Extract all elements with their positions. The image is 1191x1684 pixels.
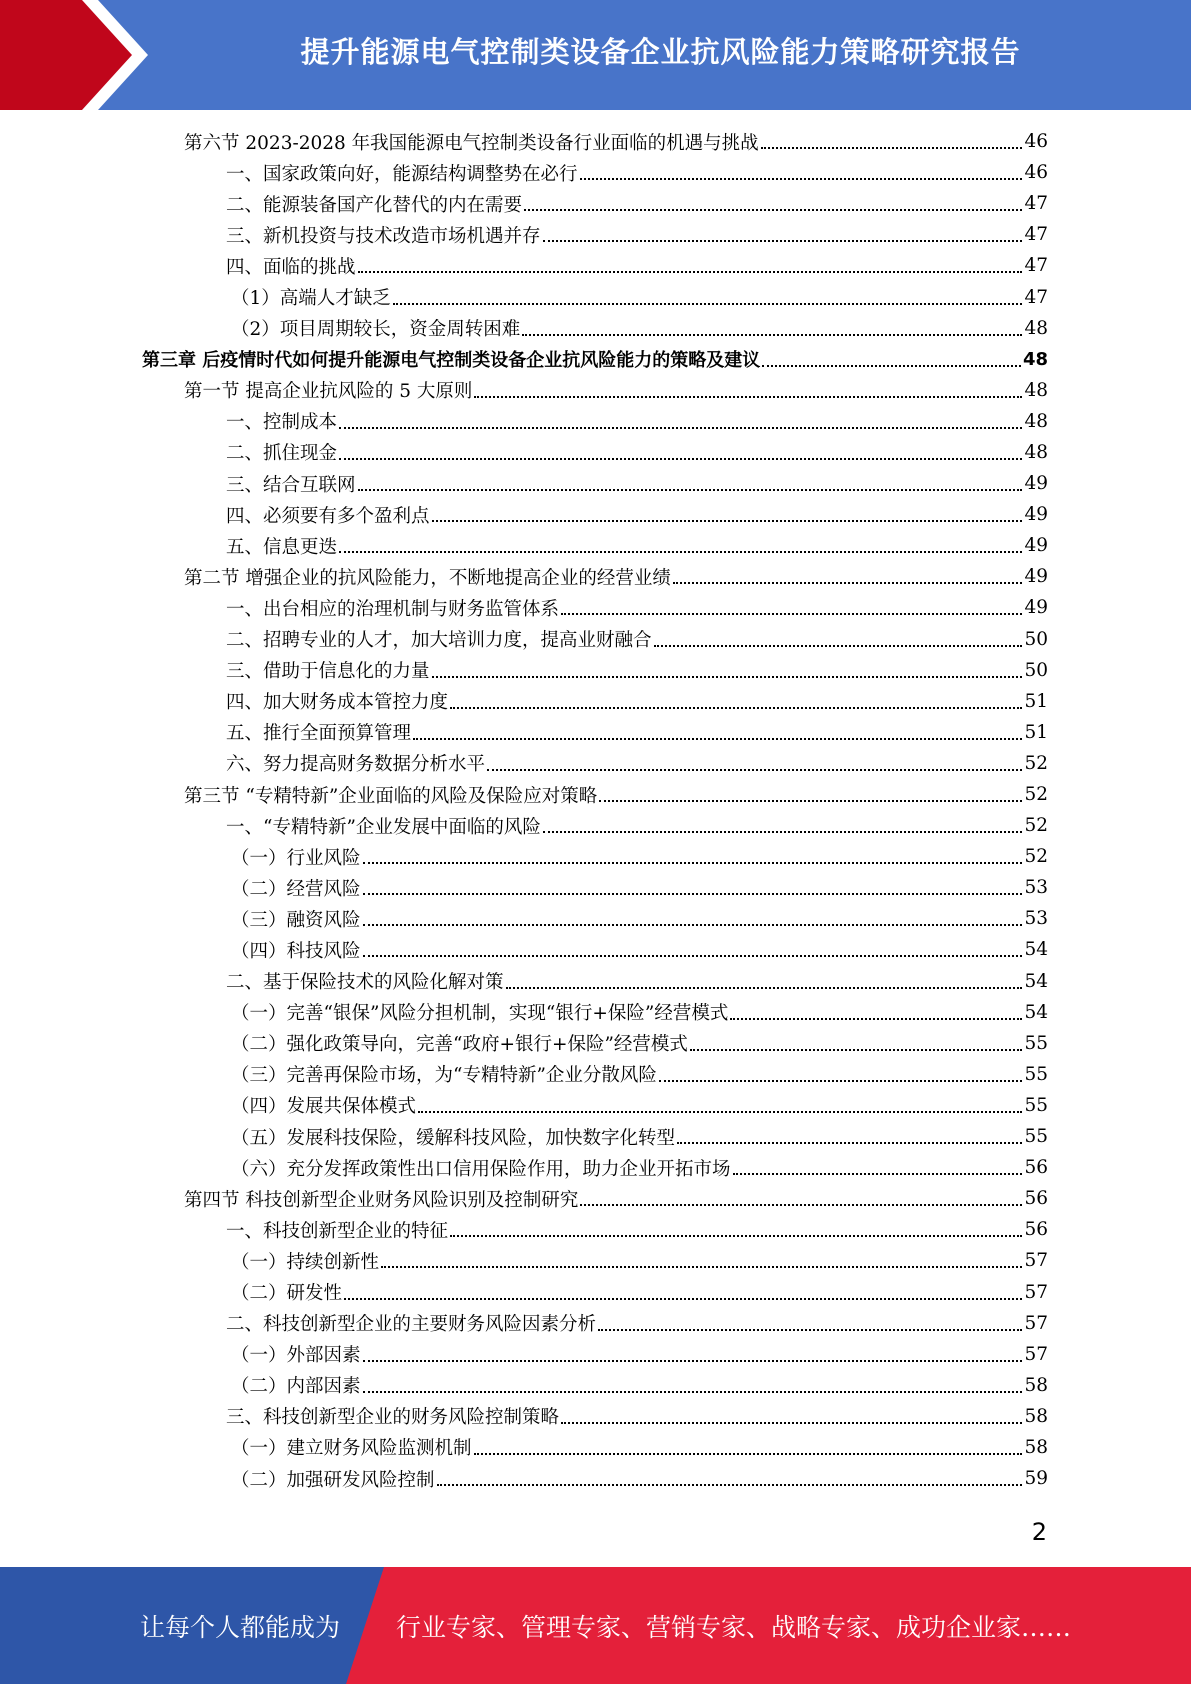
toc-entry[interactable] — [142, 126, 1048, 157]
toc-entry-page: 50 — [1024, 628, 1048, 650]
toc-dot-leader — [761, 146, 1023, 149]
toc-entry-title: （四）科技风险 — [231, 940, 361, 962]
toc-entry-page: 52 — [1024, 815, 1048, 837]
toc-entry[interactable] — [142, 375, 1048, 406]
toc-dot-leader — [344, 1297, 1022, 1300]
toc-entry[interactable] — [142, 1308, 1048, 1339]
toc-entry-page: 58 — [1024, 1374, 1048, 1396]
toc-entry-page: 49 — [1024, 566, 1048, 588]
toc-entry-title: （2）项目周期较长，资金周转困难 — [231, 319, 521, 341]
toc-entry-page: 55 — [1024, 1032, 1048, 1054]
toc-entry-page: 49 — [1024, 535, 1048, 557]
toc-entry-page: 53 — [1024, 908, 1048, 930]
toc-entry-page: 57 — [1024, 1343, 1048, 1365]
toc-entry-title: 一、出台相应的治理机制与财务监管体系 — [226, 598, 560, 620]
toc-entry-title: 第一节 提高企业抗风险的 5 大原则 — [184, 381, 473, 403]
toc-entry-title: （一）完善“银保”风险分担机制，实现“银行+保险”经营模式 — [231, 1003, 729, 1025]
toc-entry-title: 六、努力提高财务数据分析水平 — [226, 754, 486, 776]
toc-dot-leader — [363, 892, 1023, 895]
toc-entry[interactable] — [142, 966, 1048, 997]
toc-entry-title: 二、抓住现金 — [226, 443, 338, 465]
toc-entry[interactable] — [142, 686, 1048, 717]
toc-dot-leader — [561, 612, 1022, 615]
toc-dot-leader — [450, 706, 1022, 709]
toc-dot-leader — [432, 675, 1023, 678]
toc-dot-leader — [450, 1234, 1022, 1237]
toc-dot-leader — [381, 1265, 1022, 1268]
toc-entry-page: 48 — [1024, 379, 1048, 401]
toc-entry-page: 57 — [1024, 1281, 1048, 1303]
toc-entry[interactable] — [142, 250, 1048, 281]
toc-entry-title: 二、招聘专业的人才，加大培训力度，提高业财融合 — [226, 630, 652, 652]
toc-entry-page: 48 — [1024, 410, 1048, 432]
toc-dot-leader — [393, 302, 1023, 305]
toc-dot-leader — [506, 986, 1023, 989]
toc-entry[interactable] — [142, 717, 1048, 748]
toc-entry-title: 二、基于保险技术的风险化解对策 — [226, 972, 504, 994]
toc-entry-page: 48 — [1024, 317, 1048, 339]
toc-entry[interactable] — [142, 934, 1048, 965]
toc-entry-title: （1）高端人才缺乏 — [231, 288, 391, 310]
toc-dot-leader — [418, 1110, 1022, 1113]
toc-entry[interactable] — [142, 157, 1048, 188]
toc-dot-leader — [339, 550, 1022, 553]
toc-entry[interactable] — [142, 1370, 1048, 1401]
toc-dot-leader — [339, 457, 1022, 460]
toc-entry-page: 47 — [1024, 255, 1048, 277]
toc-entry[interactable] — [142, 810, 1048, 841]
toc-entry[interactable] — [142, 1152, 1048, 1183]
toc-dot-leader — [363, 1390, 1023, 1393]
toc-dot-leader — [487, 768, 1022, 771]
toc-dot-leader — [363, 861, 1023, 864]
toc-entry[interactable] — [142, 1121, 1048, 1152]
toc-dot-leader — [561, 1421, 1022, 1424]
toc-entry-title: （三）融资风险 — [231, 909, 361, 931]
page-header — [0, 0, 1191, 110]
toc-entry-title: 第四节 科技创新型企业财务风险识别及控制研究 — [184, 1189, 579, 1211]
toc-entry[interactable] — [142, 188, 1048, 219]
toc-entry-page: 49 — [1024, 597, 1048, 619]
toc-entry-page: 48 — [1024, 441, 1048, 463]
toc-entry-title: （二）加强研发风险控制 — [231, 1469, 435, 1491]
toc-entry[interactable] — [142, 1339, 1048, 1370]
footer-slogan-left: 让每个人都能成为 — [140, 1612, 341, 1642]
toc-entry-title: 四、面临的挑战 — [226, 256, 356, 278]
toc-entry[interactable] — [142, 406, 1048, 437]
toc-dot-leader — [654, 644, 1023, 647]
toc-entry-title: （二）内部因素 — [231, 1376, 361, 1398]
report-title: 提升能源电气控制类设备企业抗风险能力策略研究报告 — [300, 34, 1021, 69]
toc-entry-page: 56 — [1024, 1188, 1048, 1210]
toc-entry-page: 56 — [1024, 1219, 1048, 1241]
toc-entry-page: 55 — [1024, 1126, 1048, 1148]
toc-entry-page: 54 — [1024, 970, 1048, 992]
toc-entry-title: 三、借助于信息化的力量 — [226, 661, 430, 683]
toc-entry-title: 五、信息更迭 — [226, 536, 338, 558]
toc-entry[interactable] — [142, 530, 1048, 561]
toc-entry[interactable] — [142, 344, 1048, 375]
toc-entry[interactable] — [142, 1245, 1048, 1276]
toc-dot-leader — [673, 581, 1023, 584]
toc-dot-leader — [598, 1328, 1022, 1331]
toc-entry-title: 第六节 2023-2028 年我国能源电气控制类设备行业面临的机遇与挑战 — [184, 132, 759, 154]
toc-entry[interactable] — [142, 219, 1048, 250]
toc-entry-title: （五）发展科技保险，缓解科技风险，加快数字化转型 — [231, 1127, 676, 1149]
toc-entry[interactable] — [142, 468, 1048, 499]
toc-dot-leader — [524, 208, 1022, 211]
toc-entry-page: 49 — [1024, 473, 1048, 495]
toc-dot-leader — [363, 1359, 1023, 1362]
toc-entry-title: （一）外部因素 — [231, 1345, 361, 1367]
toc-entry-title: 三、结合互联网 — [226, 474, 356, 496]
toc-dot-leader — [733, 1172, 1023, 1175]
toc-entry-page: 49 — [1024, 504, 1048, 526]
toc-dot-leader — [432, 519, 1023, 522]
toc-entry-page: 51 — [1024, 721, 1048, 743]
toc-entry[interactable] — [142, 624, 1048, 655]
toc-entry[interactable] — [142, 313, 1048, 344]
toc-entry[interactable] — [142, 592, 1048, 623]
toc-entry-title: 一、科技创新型企业的特征 — [226, 1220, 449, 1242]
toc-entry-title: （四）发展共保体模式 — [231, 1096, 417, 1118]
toc-entry-page: 54 — [1024, 939, 1048, 961]
toc-dot-leader — [358, 488, 1023, 491]
toc-entry-title: （一）建立财务风险监测机制 — [231, 1438, 472, 1460]
toc-dot-leader — [730, 1017, 1022, 1020]
toc-entry-page: 57 — [1024, 1312, 1048, 1334]
toc-entry-title: （二）强化政策导向，完善“政府+银行+保险”经营模式 — [231, 1034, 688, 1056]
toc-entry[interactable] — [142, 903, 1048, 934]
toc-entry[interactable] — [142, 281, 1048, 312]
toc-entry-page: 52 — [1024, 784, 1048, 806]
toc-entry-page: 52 — [1024, 846, 1048, 868]
toc-entry[interactable] — [142, 1276, 1048, 1307]
toc-entry-page: 54 — [1024, 1001, 1048, 1023]
toc-dot-leader — [474, 395, 1022, 398]
toc-dot-leader — [677, 1141, 1022, 1144]
toc-entry-page: 48 — [1022, 348, 1048, 370]
toc-dot-leader — [543, 239, 1023, 242]
toc-entry-title: 三、科技创新型企业的财务风险控制策略 — [226, 1407, 560, 1429]
toc-entry-page: 47 — [1024, 224, 1048, 246]
toc-entry-title: 第二节 增强企业的抗风险能力，不断地提高企业的经营业绩 — [184, 567, 671, 589]
toc-entry[interactable] — [142, 872, 1048, 903]
toc-entry[interactable] — [142, 779, 1048, 810]
page-number: 2 — [1031, 1518, 1047, 1546]
page-footer — [0, 1567, 1191, 1684]
toc-entry-page: 46 — [1024, 162, 1048, 184]
toc-entry-page: 51 — [1024, 690, 1048, 712]
toc-entry[interactable] — [142, 499, 1048, 530]
toc-entry[interactable] — [142, 1401, 1048, 1432]
toc-dot-leader — [437, 1483, 1023, 1486]
toc-entry-page: 47 — [1024, 286, 1048, 308]
toc-entry-page: 58 — [1024, 1405, 1048, 1427]
toc-entry-title: 一、国家政策向好，能源结构调整势在必行 — [226, 163, 578, 185]
toc-entry-page: 56 — [1024, 1157, 1048, 1179]
toc-entry-title: （六）充分发挥政策性出口信用保险作用，助力企业开拓市场 — [231, 1158, 731, 1180]
toc-entry-title: 一、控制成本 — [226, 412, 338, 434]
toc-entry[interactable] — [142, 1090, 1048, 1121]
toc-dot-leader — [358, 270, 1023, 273]
toc-entry[interactable] — [142, 1432, 1048, 1463]
toc-dot-leader — [474, 1452, 1023, 1455]
toc-entry-title: 三、新机投资与技术改造市场机遇并存 — [226, 225, 541, 247]
toc-dot-leader — [580, 177, 1023, 180]
toc-entry[interactable] — [142, 655, 1048, 686]
toc-entry[interactable] — [142, 841, 1048, 872]
toc-entry-page: 47 — [1024, 193, 1048, 215]
toc-entry-page: 50 — [1024, 659, 1048, 681]
toc-dot-leader — [339, 426, 1022, 429]
footer-slogan-right: 行业专家、管理专家、营销专家、战略专家、成功企业家…… — [396, 1612, 1072, 1642]
toc-entry-title: （一）持续创新性 — [231, 1251, 380, 1273]
toc-entry-page: 55 — [1024, 1094, 1048, 1116]
toc-dot-leader — [413, 737, 1022, 740]
toc-entry[interactable] — [142, 748, 1048, 779]
toc-entry[interactable] — [142, 1059, 1048, 1090]
toc-entry-title: （一）行业风险 — [231, 847, 361, 869]
toc-entry[interactable] — [142, 1183, 1048, 1214]
toc-dot-leader — [762, 364, 1021, 367]
toc-entry-page: 55 — [1024, 1063, 1048, 1085]
toc-entry-title: （三）完善再保险市场，为“专精特新”企业分散风险 — [231, 1065, 657, 1087]
toc-entry-title: （二）研发性 — [231, 1283, 343, 1305]
toc-entry-title: 第三节 “专精特新”企业面临的风险及保险应对策略 — [184, 785, 598, 807]
toc-entry-title: 二、科技创新型企业的主要财务风险因素分析 — [226, 1314, 597, 1336]
toc-dot-leader — [659, 1079, 1023, 1082]
toc-entry-page: 57 — [1024, 1250, 1048, 1272]
toc-dot-leader — [599, 799, 1022, 802]
toc-entry-title: 二、能源装备国产化替代的内在需要 — [226, 194, 523, 216]
toc-entry[interactable] — [142, 1463, 1048, 1494]
toc-entry[interactable] — [142, 561, 1048, 592]
toc-entry-title: 四、加大财务成本管控力度 — [226, 692, 449, 714]
toc-dot-leader — [363, 923, 1023, 926]
toc-entry[interactable] — [142, 1028, 1048, 1059]
toc-entry-page: 53 — [1024, 877, 1048, 899]
toc-dot-leader — [580, 1203, 1022, 1206]
toc-dot-leader — [522, 333, 1022, 336]
table-of-contents — [142, 126, 1048, 1494]
toc-entry-title: 一、“专精特新”企业发展中面临的风险 — [226, 816, 541, 838]
toc-entry-title: 五、推行全面预算管理 — [226, 723, 412, 745]
toc-dot-leader — [543, 830, 1023, 833]
toc-entry-page: 59 — [1024, 1468, 1048, 1490]
toc-entry-title: 第三章 后疫情时代如何提升能源电气控制类设备企业抗风险能力的策略及建议 — [142, 350, 761, 372]
toc-dot-leader — [690, 1048, 1023, 1051]
toc-entry-page: 46 — [1024, 131, 1048, 153]
toc-entry[interactable] — [142, 997, 1048, 1028]
toc-entry[interactable] — [142, 1214, 1048, 1245]
toc-entry-page: 58 — [1024, 1436, 1048, 1458]
toc-entry-page: 52 — [1024, 752, 1048, 774]
toc-dot-leader — [363, 954, 1023, 957]
toc-entry[interactable] — [142, 437, 1048, 468]
toc-entry-title: （二）经营风险 — [231, 878, 361, 900]
toc-entry-title: 四、必须要有多个盈利点 — [226, 505, 430, 527]
